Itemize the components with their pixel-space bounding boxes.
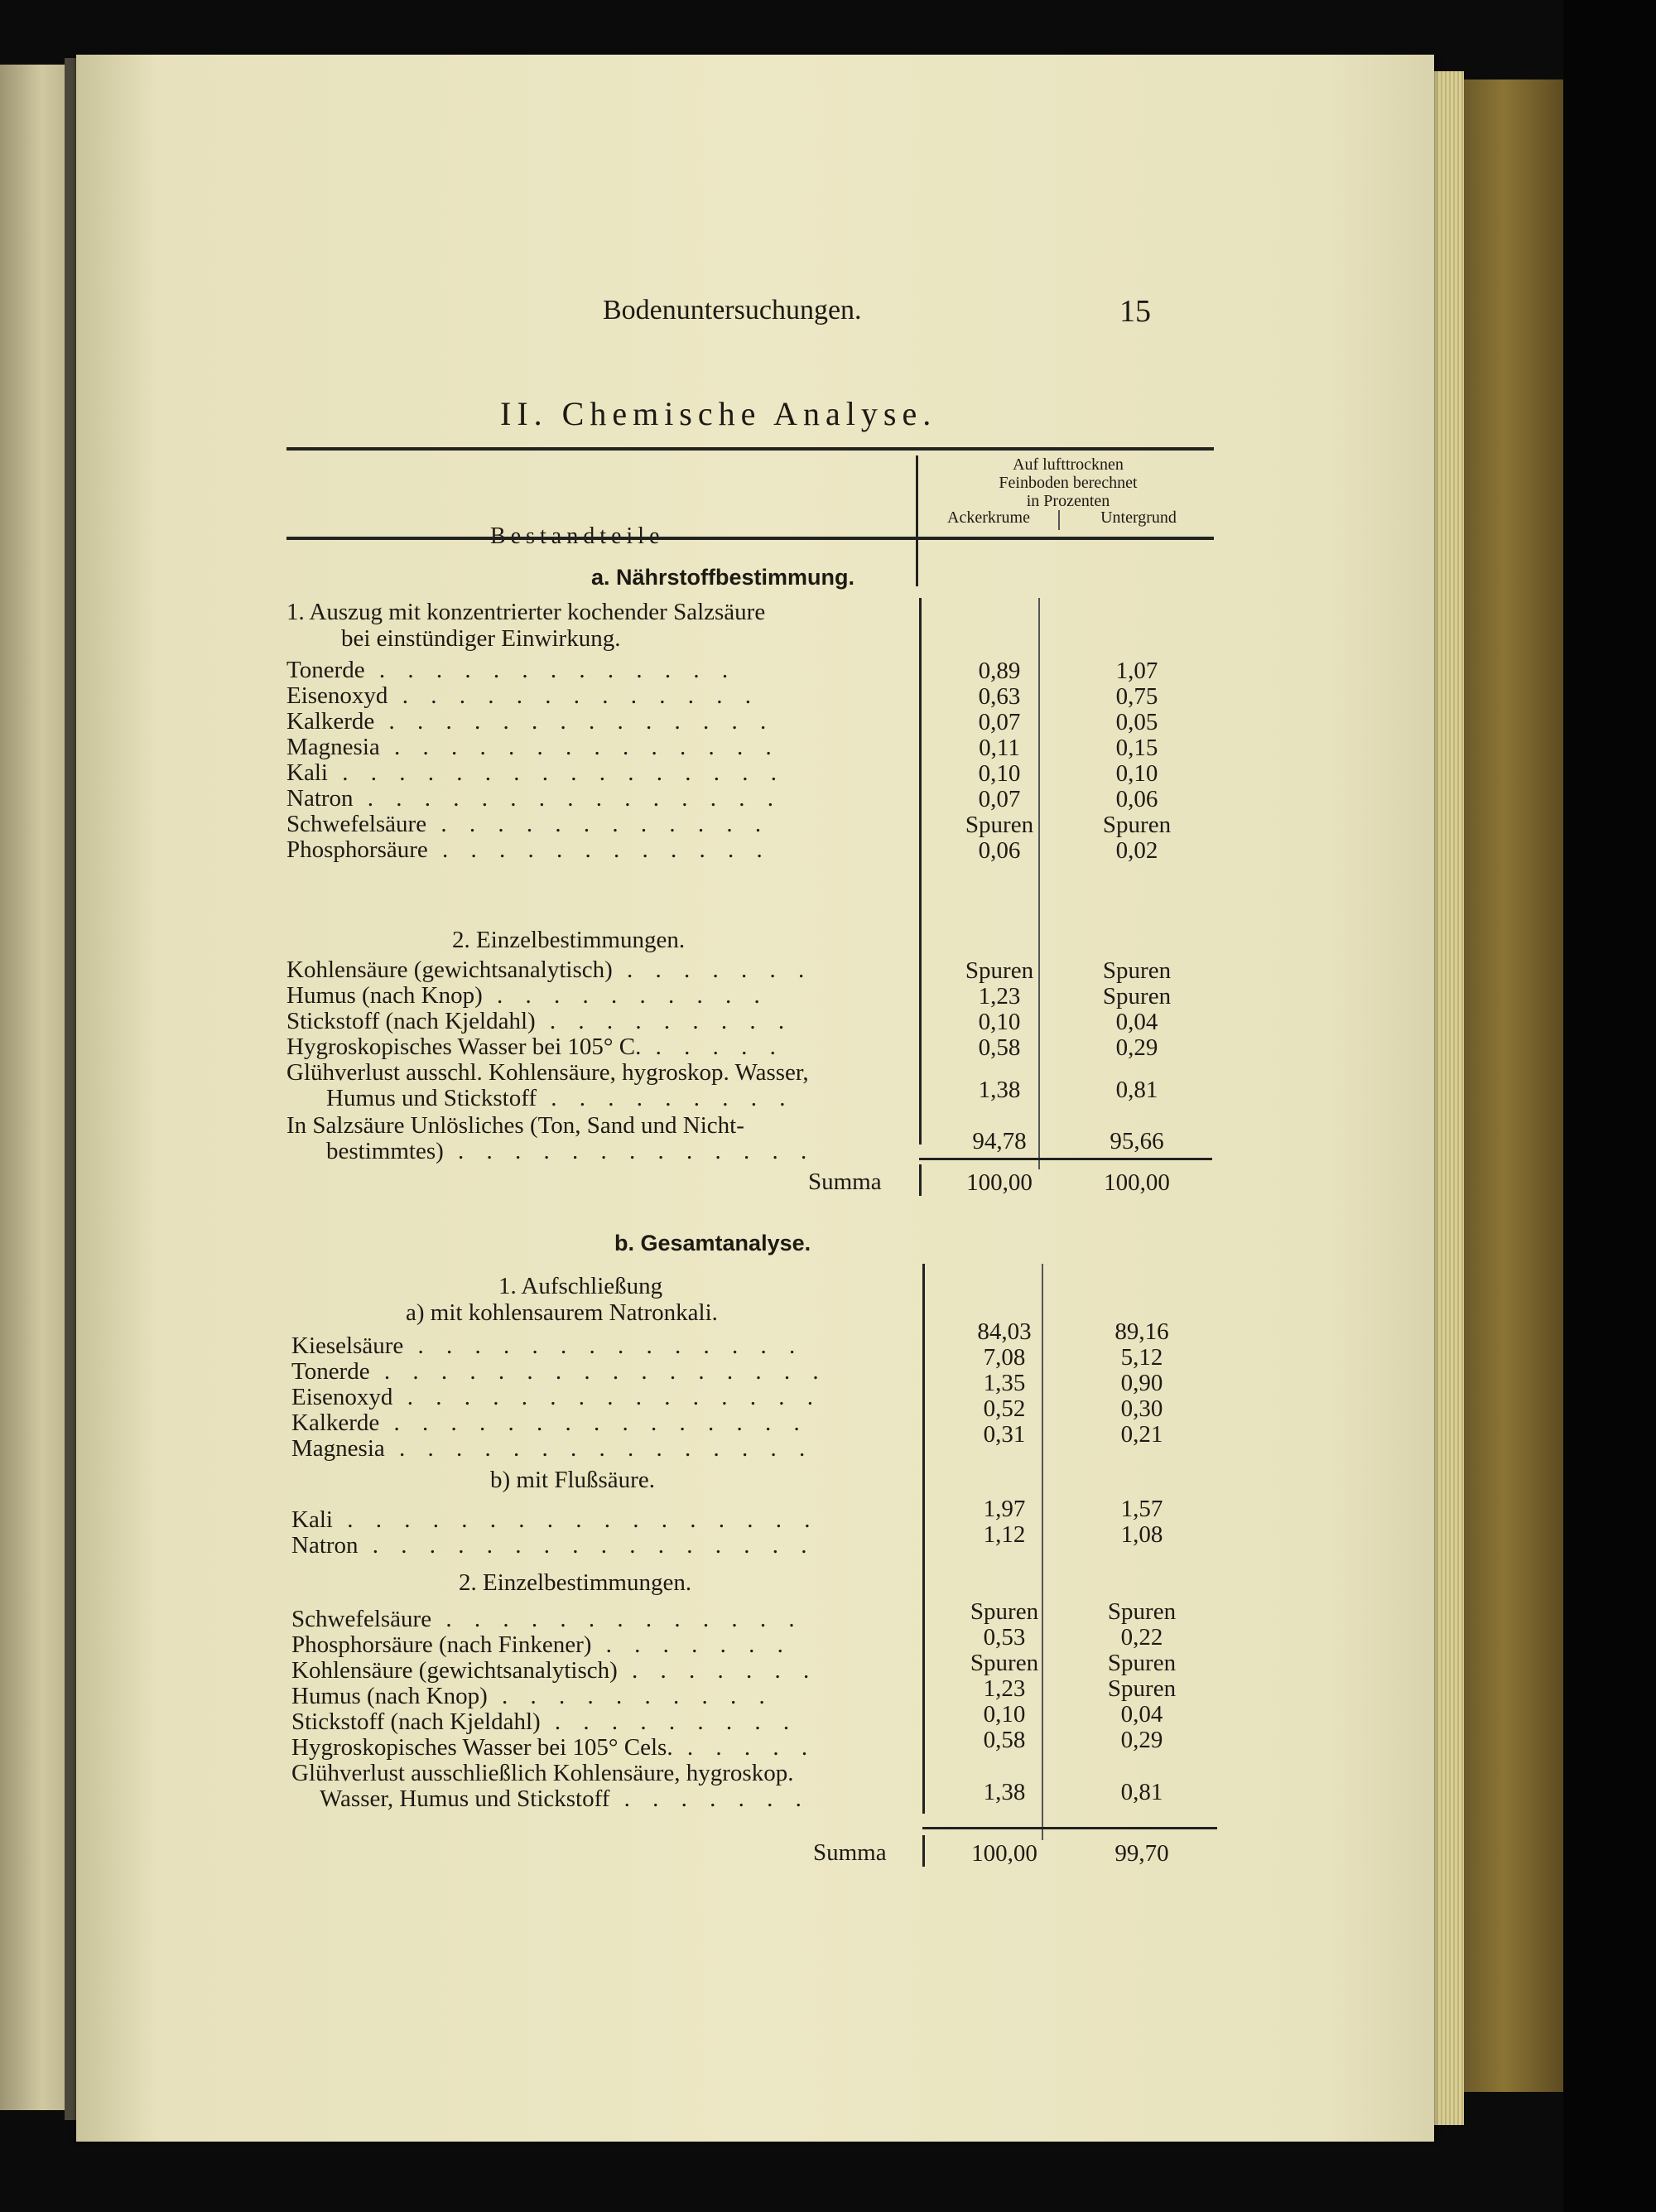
value-ackerkrume: 0,07: [978, 786, 1021, 812]
value-untergrund: 0,21: [1120, 1421, 1163, 1448]
table-row: Humus und Stickstoff . . . . . . . . .: [326, 1085, 794, 1111]
value-untergrund: 0,04: [1115, 1009, 1158, 1035]
part-b-summa-label: Summa: [813, 1839, 887, 1866]
value-ackerkrume: 1,12: [983, 1521, 1026, 1548]
value-ackerkrume: 7,08: [983, 1344, 1026, 1371]
book-gutter: [65, 58, 76, 2120]
table-row: Stickstoff (nach Kjeldahl) . . . . . . . . .: [286, 1008, 793, 1034]
value-ackerkrume: 0,58: [978, 1034, 1021, 1061]
value-untergrund: 5,12: [1120, 1344, 1163, 1371]
part-a-summa-bar: [919, 1164, 922, 1196]
page-edges: [1434, 71, 1464, 2125]
value-ackerkrume: 0,31: [983, 1421, 1026, 1448]
table-row: bestimmtes) . . . . . . . . . . . . .: [326, 1138, 816, 1164]
value-untergrund: 89,16: [1114, 1318, 1169, 1345]
value-ackerkrume: 1,23: [978, 983, 1021, 1010]
value-ackerkrume: 0,10: [983, 1701, 1026, 1728]
background: [1563, 0, 1656, 2212]
value-untergrund: Spuren: [1102, 983, 1172, 1010]
value-untergrund: Spuren: [1107, 1650, 1177, 1676]
value-untergrund: 1,08: [1120, 1521, 1163, 1548]
value-untergrund: 0,29: [1115, 1034, 1158, 1061]
running-header-title: Bodenuntersuchungen.: [603, 295, 862, 325]
value-ackerkrume: 0,07: [978, 709, 1021, 735]
value-untergrund: 0,15: [1115, 735, 1158, 761]
value-untergrund: 0,81: [1120, 1779, 1163, 1805]
part-a-sub1-line2: bei einstündiger Einwirkung.: [341, 625, 621, 652]
summa-ackerkrume: 100,00: [971, 1840, 1037, 1867]
book-page: [76, 55, 1434, 2142]
value-ackerkrume: 0,53: [983, 1624, 1026, 1651]
value-ackerkrume: 1,38: [983, 1779, 1026, 1805]
part-b-sum-rule: [922, 1827, 1217, 1829]
table-row: Kalkerde . . . . . . . . . . . . . .: [286, 708, 775, 735]
part-a-left-rule: [919, 598, 922, 1145]
table-row: Kalkerde . . . . . . . . . . . . . . .: [291, 1410, 808, 1436]
header-untergrund: Untergrund: [1100, 508, 1177, 527]
value-ackerkrume: 1,23: [983, 1675, 1026, 1702]
table-header-rule: [286, 537, 1214, 540]
summa-untergrund: 99,70: [1114, 1840, 1169, 1867]
section-title: II. Chemische Analyse.: [500, 395, 937, 432]
part-b-heading: b. Gesamtanalyse.: [614, 1231, 811, 1255]
value-ackerkrume: 0,11: [979, 735, 1020, 761]
left-page-edge: [0, 65, 70, 2110]
header-ackerkrume: Ackerkrume: [947, 508, 1030, 527]
value-untergrund: Spuren: [1102, 957, 1172, 984]
value-untergrund: 0,02: [1115, 837, 1158, 864]
value-ackerkrume: 1,97: [983, 1496, 1026, 1522]
table-row: Phosphorsäure (nach Finkener) . . . . . . .: [291, 1631, 792, 1658]
value-untergrund: Spuren: [1107, 1675, 1177, 1702]
table-row: Eisenoxyd . . . . . . . . . . . . .: [286, 682, 759, 709]
value-untergrund: 0,22: [1120, 1624, 1163, 1651]
value-ackerkrume: 0,10: [978, 1009, 1021, 1035]
table-row: Stickstoff (nach Kjeldahl) . . . . . . . . .: [291, 1708, 798, 1735]
value-ackerkrume: Spuren: [965, 812, 1034, 838]
table-row: Tonerde . . . . . . . . . . . . .: [286, 657, 737, 683]
table-row: Tonerde . . . . . . . . . . . . . . . .: [291, 1358, 827, 1385]
value-untergrund: 0,29: [1120, 1727, 1163, 1753]
value-ackerkrume: Spuren: [970, 1598, 1039, 1625]
table-row: Humus (nach Knop) . . . . . . . . . .: [286, 982, 768, 1009]
value-ackerkrume: 0,10: [978, 760, 1021, 787]
table-row: Hygroskopisches Wasser bei 105° C. . . . . .: [286, 1034, 784, 1060]
table-row: Kali . . . . . . . . . . . . . . . .: [286, 759, 785, 786]
value-ackerkrume: 84,03: [977, 1318, 1032, 1345]
table-row: Kali . . . . . . . . . . . . . . . . .: [291, 1506, 819, 1533]
table-row: Kohlensäure (gewichtsanalytisch) . . . . . . .: [291, 1657, 818, 1684]
value-ackerkrume: 0,89: [978, 658, 1021, 684]
value-untergrund: 0,81: [1115, 1077, 1158, 1103]
table-row: Schwefelsäure . . . . . . . . . . . . .: [291, 1606, 803, 1632]
table-row: Kieselsäure . . . . . . . . . . . . . .: [291, 1333, 804, 1359]
table-row: Natron . . . . . . . . . . . . . . . .: [291, 1532, 816, 1559]
value-ackerkrume: 94,78: [972, 1128, 1027, 1154]
part-b-summa-bar: [922, 1835, 925, 1867]
value-ackerkrume: Spuren: [965, 957, 1034, 984]
value-ackerkrume: 0,63: [978, 683, 1021, 710]
part-a-summa-label: Summa: [808, 1169, 882, 1195]
value-untergrund: Spuren: [1102, 812, 1172, 838]
part-a-sub2: 2. Einzelbestimmungen.: [452, 927, 686, 953]
value-untergrund: 0,04: [1120, 1701, 1163, 1728]
part-a-sum-rule: [919, 1158, 1212, 1160]
part-a-sub1-line1: 1. Auszug mit konzentrierter kochender Salzsäure: [286, 599, 766, 625]
part-b-sub1b: b) mit Flußsäure.: [490, 1467, 655, 1493]
book-cover-edge: [1464, 80, 1563, 2092]
table-row: Magnesia . . . . . . . . . . . . . . .: [291, 1435, 814, 1462]
table-row: Eisenoxyd . . . . . . . . . . . . . . .: [291, 1384, 821, 1410]
table-row: Magnesia . . . . . . . . . . . . . .: [286, 734, 780, 760]
value-ackerkrume: 1,35: [983, 1370, 1026, 1396]
table-row: Phosphorsäure . . . . . . . . . . . .: [286, 836, 771, 863]
value-ackerkrume: Spuren: [970, 1650, 1039, 1676]
table-row: Glühverlust ausschließlich Kohlensäure, hygroskop.: [291, 1760, 794, 1786]
table-row: Glühverlust ausschl. Kohlensäure, hygroskop. Wasser,: [286, 1059, 809, 1086]
value-ackerkrume: 0,58: [983, 1727, 1026, 1753]
value-untergrund: 95,66: [1110, 1128, 1164, 1154]
value-untergrund: 0,75: [1115, 683, 1158, 710]
part-b-sub1a: a) mit kohlensaurem Natronkali.: [406, 1299, 718, 1326]
value-untergrund: Spuren: [1107, 1598, 1177, 1625]
table-top-rule: [286, 447, 1214, 451]
part-a-heading: a. Nährstoffbestimmung.: [591, 565, 855, 590]
page-number: 15: [1119, 294, 1151, 329]
table-row: Hygroskopisches Wasser bei 105° Cels. . . . . .: [291, 1734, 816, 1761]
header-col-desc: Auf lufttrocknen Feinboden berechnet in Prozenten: [999, 455, 1138, 510]
value-untergrund: 1,07: [1115, 658, 1158, 684]
value-untergrund: 0,10: [1115, 760, 1158, 787]
value-untergrund: 0,30: [1120, 1395, 1163, 1422]
summa-untergrund: 100,00: [1104, 1169, 1170, 1196]
table-row: Natron . . . . . . . . . . . . . . .: [286, 785, 782, 812]
value-untergrund: 0,05: [1115, 709, 1158, 735]
value-ackerkrume: 0,52: [983, 1395, 1026, 1422]
value-untergrund: 1,57: [1120, 1496, 1163, 1522]
table-row: Schwefelsäure . . . . . . . . . . . .: [286, 811, 770, 837]
table-row: Humus (nach Knop) . . . . . . . . . .: [291, 1683, 773, 1709]
part-b-left-rule: [922, 1264, 925, 1814]
part-b-sub1: 1. Aufschließung: [498, 1273, 663, 1299]
value-ackerkrume: 1,38: [978, 1077, 1021, 1103]
table-row: Kohlensäure (gewichtsanalytisch) . . . . . . .: [286, 957, 813, 983]
part-b-sub2: 2. Einzelbestimmungen.: [459, 1569, 692, 1596]
value-untergrund: 0,90: [1120, 1370, 1163, 1396]
summa-ackerkrume: 100,00: [966, 1169, 1033, 1196]
table-row: In Salzsäure Unlösliches (Ton, Sand und Nicht-: [286, 1112, 744, 1139]
value-ackerkrume: 0,06: [978, 837, 1021, 864]
table-row: Wasser, Humus und Stickstoff . . . . . . .: [320, 1786, 810, 1812]
value-untergrund: 0,06: [1115, 786, 1158, 812]
